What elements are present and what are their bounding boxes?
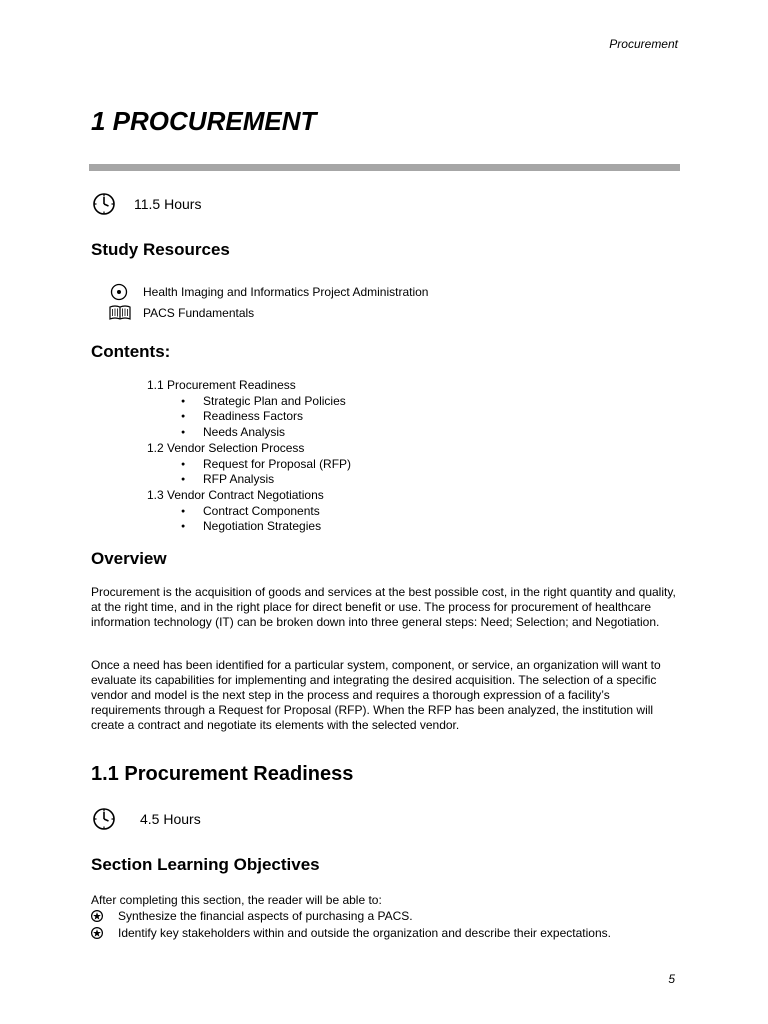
section-title: 1.1 Procurement Readiness <box>91 763 354 785</box>
study-resources-heading: Study Resources <box>91 240 230 259</box>
objectives-heading: Section Learning Objectives <box>91 855 320 874</box>
objective-text: Synthesize the financial aspects of purchasing a PACS. <box>118 909 413 923</box>
page-number: 5 <box>668 972 675 986</box>
section-time <box>92 807 201 831</box>
section-hours: 4.5 Hours <box>140 811 201 827</box>
overview-paragraph: Once a need has been identified for a particular system, component, or service, an organization will want to evaluate its capabilities for implementing and integrating the desired acquisition. The selection of a specific vendor and model is the next step in the process and requires a thorough expression of a facility’s requirements through a Request for Proposal (RFP). When the RFP has been analyzed, the institution will create a contract and negotiate its elements with the selected vendor. <box>91 658 661 732</box>
objective-item <box>91 925 611 942</box>
toc-item <box>147 425 351 441</box>
book-icon <box>109 304 131 322</box>
overview-heading: Overview <box>91 549 167 568</box>
toc-item-label: Negotiation Strategies <box>203 519 322 534</box>
resource-item <box>109 283 428 301</box>
chapter-title: 1 PROCUREMENT <box>91 106 317 136</box>
toc-item <box>147 457 351 473</box>
toc-item-label: RFP Analysis <box>203 472 275 487</box>
toc-item-label: Request for Proposal (RFP) <box>203 456 352 471</box>
toc-item <box>147 472 351 488</box>
clock-icon <box>92 807 116 831</box>
objective-text: Identify key stakeholders within and outside the organization and describe their expectations. <box>118 926 611 940</box>
running-header: Procurement <box>609 37 678 51</box>
contents-heading: Contents: <box>91 342 171 361</box>
toc-section: 1.2 Vendor Selection Process <box>147 440 305 455</box>
title-rule <box>89 164 680 171</box>
toc-section: 1.3 Vendor Contract Negotiations <box>147 487 324 502</box>
toc-section: 1.1 Procurement Readiness <box>147 378 296 392</box>
toc-item-label: Contract Components <box>203 503 320 518</box>
star-bullet-icon <box>91 910 103 922</box>
overview-paragraph: Procurement is the acquisition of goods and services at the best possible cost, in the right quantity and quality, at the right time, and in the right place for direct benefit or use. The process for procurement of healthcare information technology (IT) can be broken down into three general steps: Need; Selection; and Negotiation. <box>91 585 676 629</box>
toc-item <box>147 519 351 535</box>
chapter-hours: 11.5 Hours <box>134 196 202 212</box>
toc-item-label: Strategic Plan and Policies <box>203 393 346 408</box>
resource-label: Health Imaging and Informatics Project Administration <box>143 285 429 299</box>
star-bullet-icon <box>91 927 103 939</box>
toc-item <box>147 394 351 410</box>
objectives-intro: After completing this section, the reader will be able to: <box>91 893 382 907</box>
clock-icon <box>92 192 116 216</box>
objective-item <box>91 908 413 925</box>
table-of-contents <box>147 378 351 535</box>
chapter-time <box>92 192 201 216</box>
resource-item <box>109 304 254 322</box>
toc-item-label: Needs Analysis <box>203 425 286 440</box>
disc-icon <box>109 283 131 301</box>
toc-item-label: Readiness Factors <box>203 409 304 424</box>
toc-item <box>147 409 351 425</box>
resource-label: PACS Fundamentals <box>143 306 255 320</box>
toc-item <box>147 504 351 520</box>
